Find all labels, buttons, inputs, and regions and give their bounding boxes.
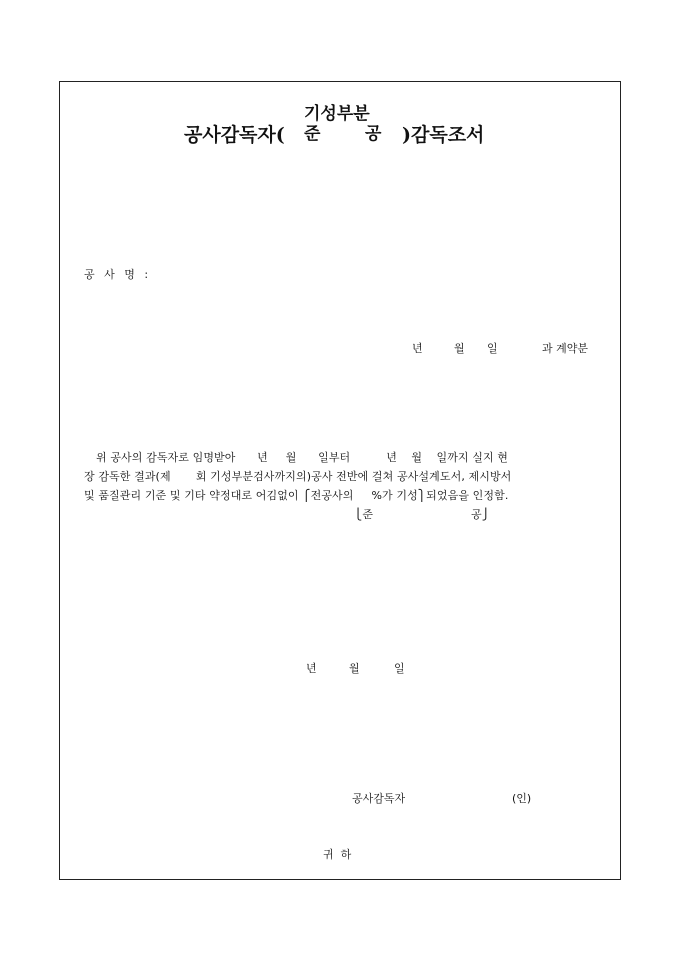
body-line-3: 및 품질관리 기준 및 기타 약정대로 어김없이 ⎧전공사의 %가 기성⎫되었음을 인정함.	[84, 489, 509, 502]
supervisor-label: 공사감독자	[352, 792, 406, 805]
sign-day-label: 일	[394, 662, 405, 675]
contract-suffix: 과 계약분	[542, 342, 589, 355]
seal-mark: (인)	[512, 792, 532, 805]
sign-year-label: 년	[306, 662, 317, 675]
sign-month-label: 월	[349, 662, 360, 675]
contract-month-label: 월	[454, 342, 465, 355]
body-line-1: 위 공사의 감독자로 임명받아 년 월 일부터 년 월 일까지 실지 현	[96, 451, 509, 464]
contract-year-label: 년	[412, 342, 423, 355]
body-line-4-left: ⎩준	[354, 508, 374, 521]
contract-day-label: 일	[487, 342, 498, 355]
title-stack-top: 기성부분	[304, 104, 370, 124]
title-stack-bottom-right: 공	[365, 124, 382, 144]
body-line-4-right: 공⎭	[471, 508, 491, 521]
project-name-label: 공 사 명 :	[84, 268, 149, 281]
title-stack-bottom-left: 준	[304, 124, 321, 144]
addressee: 귀 하	[323, 848, 352, 861]
title-prefix: 공사감독자(	[184, 124, 285, 146]
title-suffix: )감독조서	[402, 124, 485, 146]
body-line-2: 장 감독한 결과(제 회 기성부분검사까지의)공사 전반에 걸쳐 공사설계도서, 제시방서	[84, 470, 512, 483]
document-frame	[59, 81, 621, 880]
